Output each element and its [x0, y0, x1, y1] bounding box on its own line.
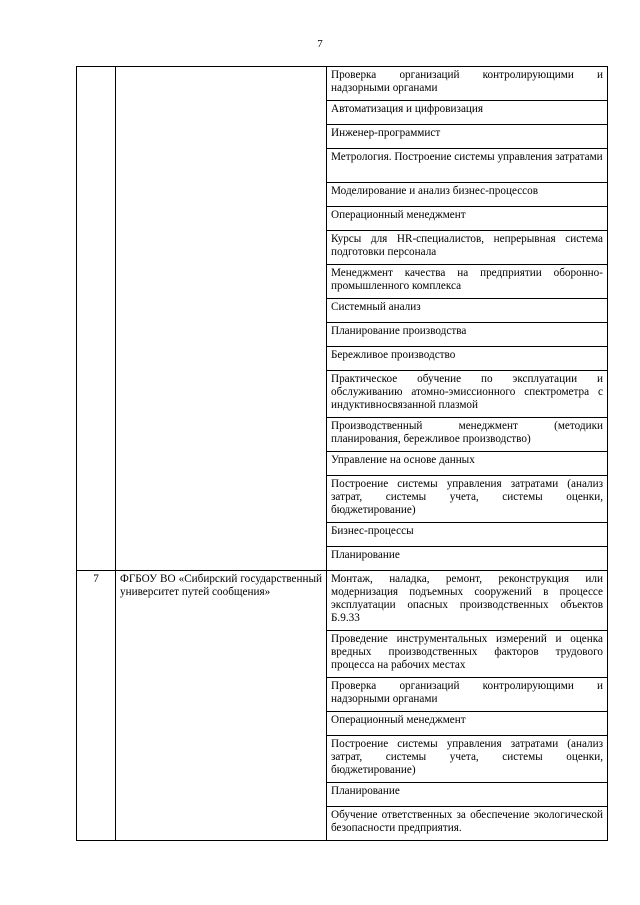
program-cell: Планирование — [327, 783, 608, 807]
program-cell: Операционный менеджмент — [327, 207, 608, 231]
program-cell: Проверка организаций контролирующими и надзорными органами — [327, 678, 608, 712]
program-cell: Курсы для HR-специалистов, непрерывная система подготовки персонала — [327, 231, 608, 265]
program-cell: Построение системы управления затратами (анализ затрат, системы учета, системы оценки, бюджетирование) — [327, 476, 608, 523]
program-cell: Метрология. Построение системы управления затратами — [327, 149, 608, 183]
program-cell: Операционный менеджмент — [327, 712, 608, 736]
program-cell: Проверка организаций контролирующими и надзорными органами — [327, 67, 608, 101]
program-cell: Автоматизация и цифровизация — [327, 101, 608, 125]
row-number-cell — [77, 67, 116, 571]
program-cell: Производственный менеджмент (методики планирования, бережливое производство) — [327, 418, 608, 452]
program-cell: Моделирование и анализ бизнес-процессов — [327, 183, 608, 207]
program-cell: Менеджмент качества на предприятии оборонно-промышленного комплекса — [327, 265, 608, 299]
table-body — [77, 67, 608, 841]
program-cell: Управление на основе данных — [327, 452, 608, 476]
program-cell: Практическое обучение по эксплуатации и обслуживанию атомно-эмиссионного спектрометра с индуктивносвязанной плазмой — [327, 371, 608, 418]
table-row — [77, 571, 608, 631]
organization-cell: ФГБОУ ВО «Сибирский государственный университет путей сообщения» — [116, 571, 327, 841]
program-cell: Планирование производства — [327, 323, 608, 347]
organization-cell — [116, 67, 327, 571]
programs-table — [76, 66, 608, 841]
program-cell: Бизнес-процессы — [327, 523, 608, 547]
program-cell: Монтаж, наладка, ремонт, реконструкция или модернизация подъемных сооружений в процессе эксплуатации опасных производственных объектов Б.9.33 — [327, 571, 608, 631]
program-cell: Построение системы управления затратами (анализ затрат, системы учета, системы оценки, бюджетирование) — [327, 736, 608, 783]
table-row — [77, 67, 608, 101]
program-cell: Инженер-программист — [327, 125, 608, 149]
row-number-cell: 7 — [77, 571, 116, 841]
program-cell: Обучение ответственных за обеспечение экологической безопасности предприятия. — [327, 807, 608, 841]
program-cell: Планирование — [327, 547, 608, 571]
program-cell: Проведение инструментальных измерений и оценка вредных производственных факторов трудового процесса на рабочих местах — [327, 631, 608, 678]
program-cell: Бережливое производство — [327, 347, 608, 371]
program-cell: Системный анализ — [327, 299, 608, 323]
page-number: 7 — [317, 38, 323, 50]
